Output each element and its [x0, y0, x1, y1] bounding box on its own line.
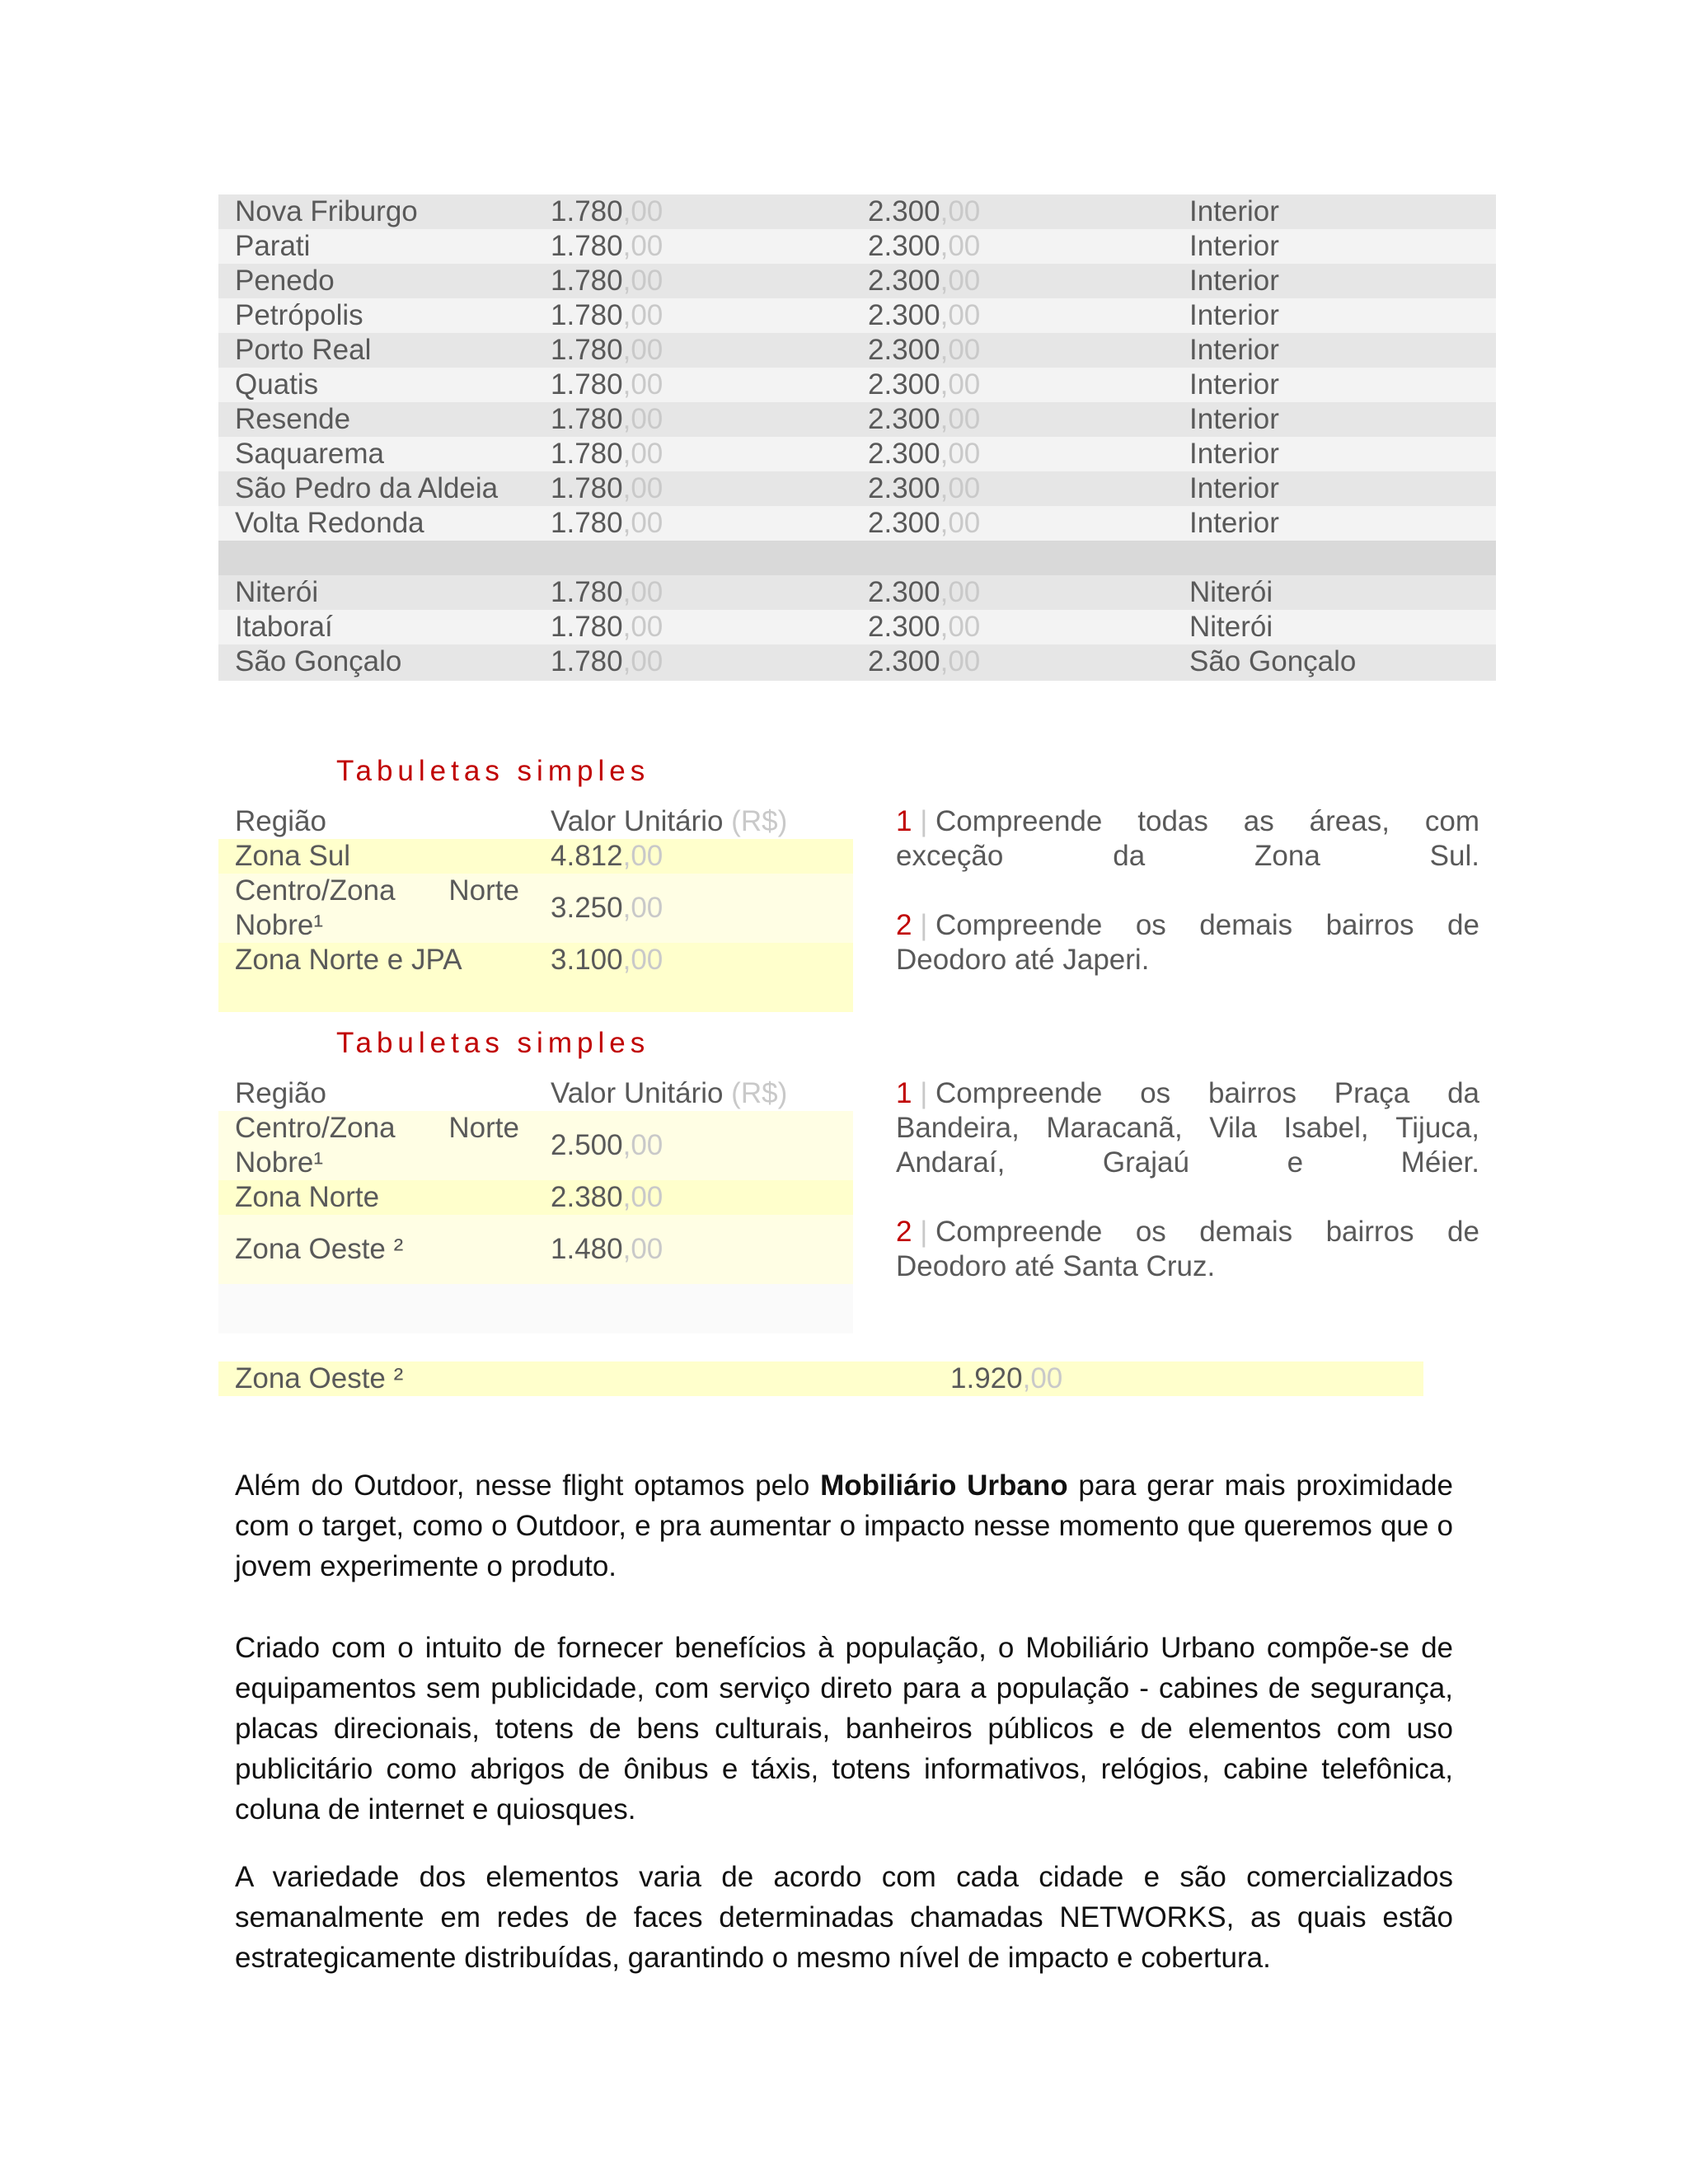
section-title: Tabuletas simples	[336, 1027, 650, 1059]
price-cell-2: 2.300,00	[868, 611, 981, 643]
region-cell: Interior	[1189, 368, 1279, 401]
price-cell-1: 1.780,00	[551, 195, 663, 227]
section-title: Tabuletas simples	[336, 755, 650, 787]
price-cell-2: 2.300,00	[868, 195, 981, 227]
row-bg	[218, 368, 1496, 402]
region-cell: Interior	[1189, 472, 1279, 504]
price-cell-1: 1.780,00	[551, 507, 663, 539]
city-cell: Nova Friburgo	[235, 195, 418, 227]
region-cell: Zona Oeste ²	[235, 1233, 404, 1265]
row-bg	[218, 229, 1496, 264]
price-cell-2: 2.300,00	[868, 507, 981, 539]
row-bg	[218, 264, 1496, 298]
city-cell: Parati	[235, 230, 311, 262]
region-cell: Interior	[1189, 265, 1279, 297]
price-cell-2: 2.300,00	[868, 230, 981, 262]
row-bg	[218, 402, 1496, 437]
paragraph-3: A variedade dos elementos varia de acordo com cada cidade e são comercializados semanalmente em redes de faces determinadas chamadas NETWORKS, as quais estão estrategicamente distribuídas, garantindo o mesmo nível de impacto e cobertura.	[235, 1861, 1453, 1974]
city-cell: Quatis	[235, 368, 319, 401]
city-cell: Itaboraí	[235, 611, 333, 643]
price-cell-1: 1.780,00	[551, 334, 663, 366]
city-cell: Resende	[235, 403, 351, 435]
price-cell-1: 1.780,00	[551, 438, 663, 470]
city-cell: São Gonçalo	[235, 645, 402, 677]
city-cell: Petrópolis	[235, 299, 363, 331]
price-cell-1: 1.780,00	[551, 299, 663, 331]
header-value: Valor Unitário (R$)	[551, 805, 788, 837]
region-cell: Zona Norte	[235, 1181, 380, 1213]
price-cell-2: 2.300,00	[868, 472, 981, 504]
value-cell: 2.380,00	[551, 1181, 663, 1213]
header-region: Região	[235, 1077, 326, 1109]
region-cell: Centro/Zona Norte Nobre¹	[235, 874, 519, 941]
price-cell-2: 2.300,00	[868, 403, 981, 435]
region-cell: Interior	[1189, 507, 1279, 539]
city-cell: Porto Real	[235, 334, 372, 366]
value-cell: 1.480,00	[551, 1233, 663, 1265]
region-cell: Niterói	[1189, 611, 1273, 643]
price-cell-2: 2.300,00	[868, 334, 981, 366]
city-cell: Niterói	[235, 576, 319, 608]
price-cell-1: 1.780,00	[551, 645, 663, 677]
city-cell: Volta Redonda	[235, 507, 424, 539]
price-cell-2: 2.300,00	[868, 265, 981, 297]
region-cell: Zona Sul	[235, 840, 351, 872]
price-cell-1: 1.780,00	[551, 368, 663, 401]
footnote-2: 2 | Compreende os demais bairros de Deodoro até Japeri.	[896, 909, 1479, 976]
row-bg	[218, 1284, 853, 1333]
row-bg	[218, 333, 1496, 368]
price-cell-1: 1.780,00	[551, 611, 663, 643]
price-cell-1: 1.780,00	[551, 265, 663, 297]
region-cell: Interior	[1189, 195, 1279, 227]
region-cell: São Gonçalo	[1189, 645, 1357, 677]
header-region: Região	[235, 805, 326, 837]
paragraph-2: Criado com o intuito de fornecer benefícios à população, o Mobiliário Urbano compõe-se de equipamentos sem publicidade, com serviço direto para a população - cabines de segurança, placas direcionais, totens de bens culturais, banheiros públicos e de elementos com uso publicitário como abrigos de ônibus e táxis, totens informativos, relógios, cabine telefônica, coluna de internet e quiosques.	[235, 1632, 1453, 1825]
footnote-2: 2 | Compreende os demais bairros de Deodoro até Santa Cruz.	[896, 1216, 1479, 1282]
price-cell-2: 2.300,00	[868, 645, 981, 677]
price-cell-2: 2.300,00	[868, 438, 981, 470]
region-cell: Interior	[1189, 299, 1279, 331]
price-cell-1: 1.780,00	[551, 472, 663, 504]
header-value: Valor Unitário (R$)	[551, 1077, 788, 1109]
city-cell: Penedo	[235, 265, 335, 297]
price-cell-1: 1.780,00	[551, 230, 663, 262]
value-cell: 3.250,00	[551, 892, 663, 924]
region-cell: Interior	[1189, 334, 1279, 366]
value-cell: 4.812,00	[551, 840, 663, 872]
city-cell: São Pedro da Aldeia	[235, 472, 499, 504]
price-cell-1: 1.780,00	[551, 576, 663, 608]
row-bg	[218, 610, 1496, 644]
region-cell: Centro/Zona Norte Nobre¹	[235, 1112, 519, 1179]
value-cell: 2.500,00	[551, 1129, 663, 1161]
row-bg	[218, 575, 1496, 610]
price-cell-1: 1.780,00	[551, 403, 663, 435]
footnote-1: 1 | Compreende todas as áreas, com exceção da Zona Sul.	[896, 805, 1479, 872]
region-cell: Zona Oeste ²	[235, 1362, 404, 1394]
city-cell: Saquarema	[235, 438, 384, 470]
region-cell: Interior	[1189, 403, 1279, 435]
price-cell-2: 2.300,00	[868, 368, 981, 401]
value-cell: 3.100,00	[551, 944, 663, 976]
price-cell-2: 2.300,00	[868, 299, 981, 331]
paragraph-1: Além do Outdoor, nesse flight optamos pelo Mobiliário Urbano para gerar mais proximidade com o target, como o Outdoor, e pra aumentar o impacto nesse momento que queremos que o jovem experimente o produto.	[235, 1469, 1453, 1582]
row-bg	[218, 298, 1496, 333]
region-cell: Interior	[1189, 438, 1279, 470]
region-cell: Zona Norte e JPA	[235, 944, 462, 976]
region-cell: Interior	[1189, 230, 1279, 262]
row-bg	[218, 437, 1496, 471]
price-cell-2: 2.300,00	[868, 576, 981, 608]
value-cell: 1.920,00	[950, 1362, 1063, 1394]
footnote-1: 1 | Compreende os bairros Praça da Bandeira, Maracanã, Vila Isabel, Tijuca, Andaraí, Grajaú e Méier.	[896, 1077, 1479, 1179]
region-cell: Niterói	[1189, 576, 1273, 608]
row-separator	[218, 541, 1496, 575]
